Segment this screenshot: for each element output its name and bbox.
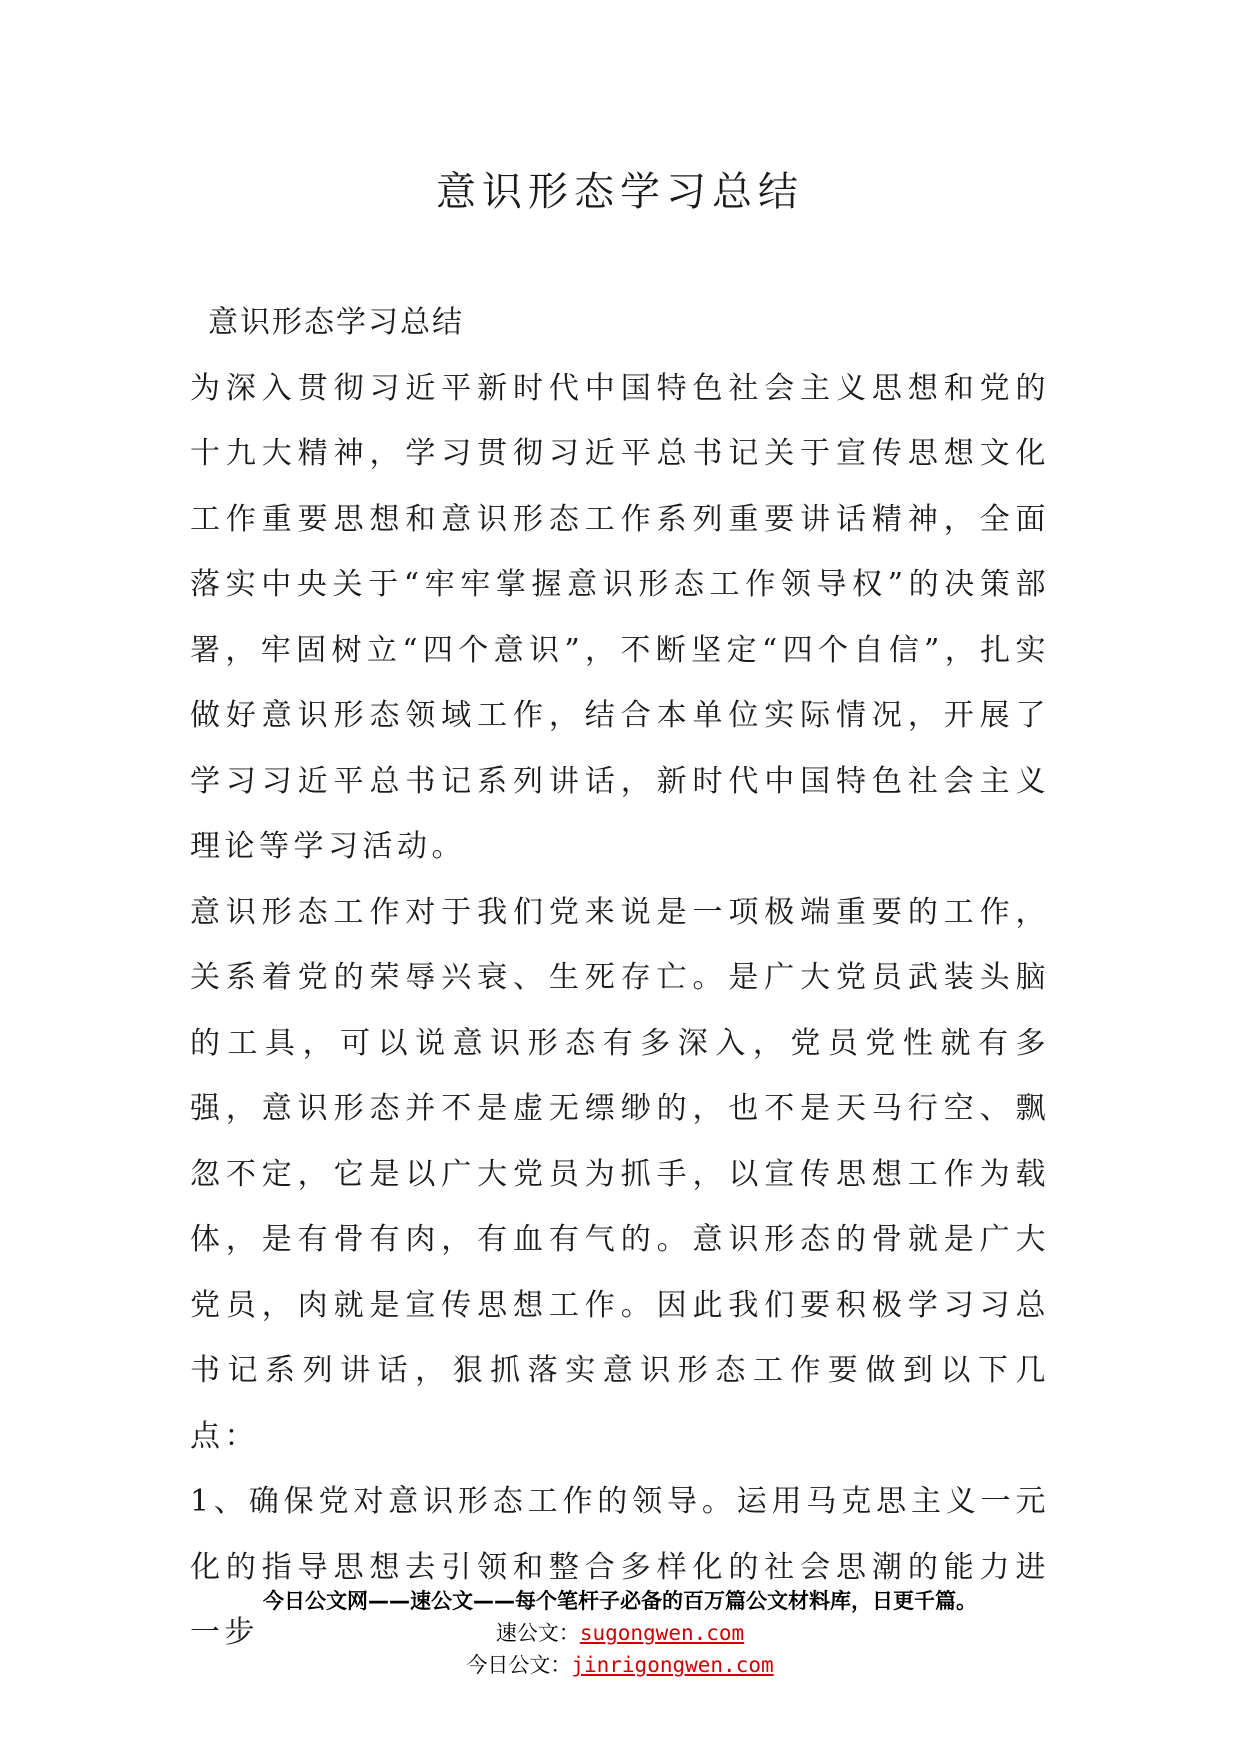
footer-site-label: 今日公文： (466, 1653, 572, 1677)
document-body (190, 290, 1050, 1666)
paragraph-point-1: 1、确保党对意识形态工作的领导。运用马克思主义一元化的指导思想去引领和整合多样化的社会思潮的能力进一步 (190, 1484, 1050, 1650)
footer-site-label: 速公文： (495, 1621, 580, 1645)
page-footer (0, 1585, 1240, 1681)
sugongwen-link[interactable]: sugongwen.com (579, 1621, 745, 1645)
page-title: 意识形态学习总结 (436, 169, 804, 215)
footer-slogan: 今日公文网——速公文——每个笔杆子必备的百万篇公文材料库，日更千篇。 (263, 1589, 977, 1613)
footer-site-jinrigongwen (0, 1649, 1240, 1681)
paragraph-intro: 为深入贯彻习近平新时代中国特色社会主义思想和党的十九大精神，学习贯彻习近平总书记关于宣传思想文化工作重要思想和意识形态工作系列重要讲话精神，全面落实中央关于“牢牢掌握意识形态工作领导权”的决策部署，牢固树立“四个意识”，不断坚定“四个自信”，扎实做好意识形态领域工作，结合本单位实际情况，开展了学习习近平总书记系列讲话，新时代中国特色社会主义理论等学习活动。 (190, 370, 1050, 864)
paragraph-importance: 意识形态工作对于我们党来说是一项极端重要的工作，关系着党的荣辱兴衰、生死存亡。是广大党员武装头脑的工具，可以说意识形态有多深入，党员党性就有多强，意识形态并不是虚无缥缈的，也不是天马行空、飘忽不定，它是以广大党员为抓手，以宣传思想工作为载体，是有骨有肉，有血有气的。意识形态的骨就是广大党员，肉就是宣传思想工作。因此我们要积极学习习总书记系列讲话，狠抓落实意识形态工作要做到以下几点： (190, 894, 1050, 1454)
jinrigongwen-link[interactable]: jinrigongwen.com (571, 1653, 774, 1677)
footer-site-sugongwen (0, 1617, 1240, 1649)
document-subtitle: 意识形态学习总结 (208, 305, 464, 340)
